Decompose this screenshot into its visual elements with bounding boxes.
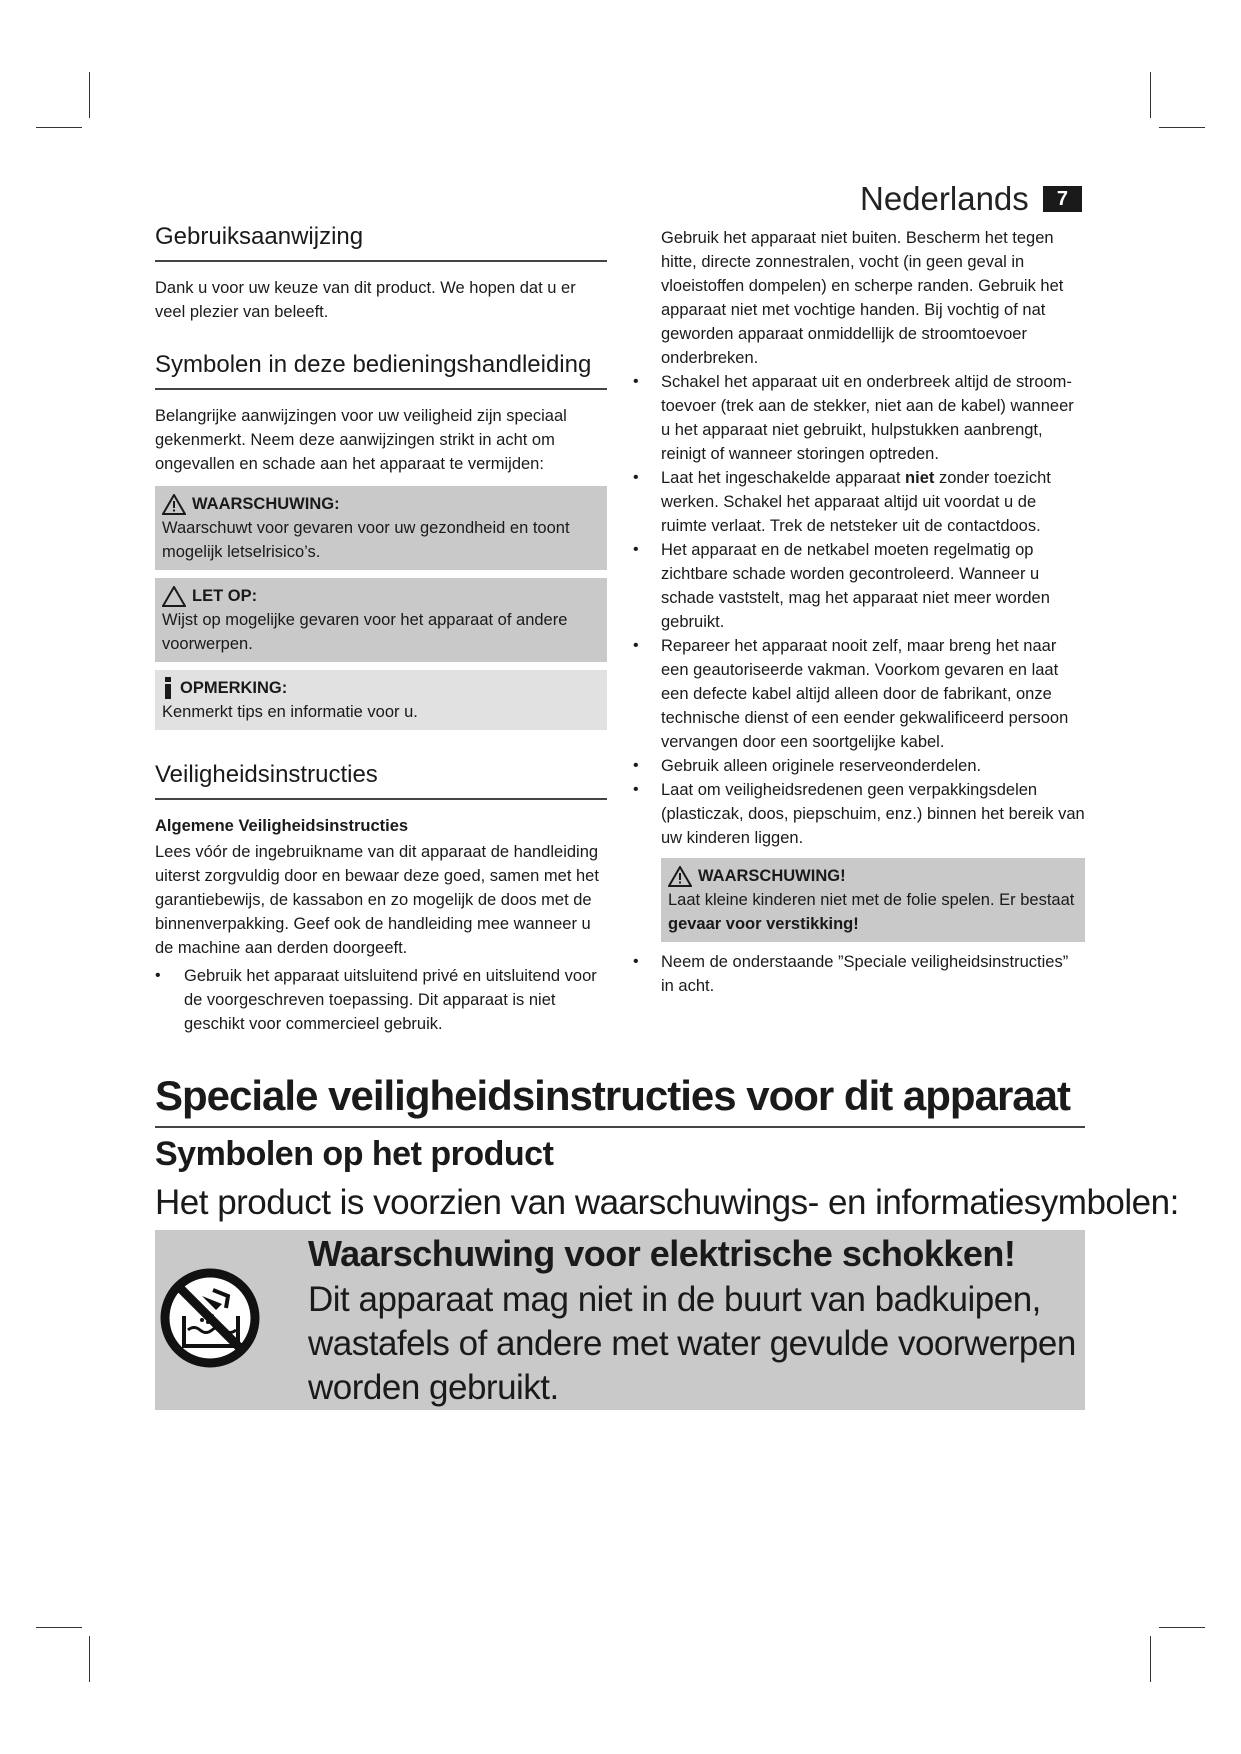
shock-warning-title: Waarschuwing voor elektrische schokken! bbox=[308, 1233, 1016, 1274]
note-text: Kenmerkt tips en informatie voor u. bbox=[162, 703, 418, 721]
product-symbols-title: Symbolen op het product bbox=[155, 1135, 554, 1173]
symbols-text: Belangrijke aanwijzingen voor uw veiligheid zijn speciaal gekenmerkt. Neem deze aanwijzingen strikt in acht om ongevallen en schade aan het apparaat te vermijden: bbox=[155, 407, 567, 473]
list-item: • Laat om veiligheidsredenen geen verpakkingsdelen (plasticzak, doos, piepschuim, enz.) binnen het bereik van uw kinderen liggen. bbox=[633, 778, 1085, 850]
crop-mark bbox=[36, 1627, 82, 1628]
general-safety-text: Lees vóór de ingebruikname van dit apparaat de handleiding uiterst zorgvuldig door en bewaar deze goed, samen met het garantiebewijs, de kassabon en zo mogelijk de doos met de binnenverpakking. Geef ook de handleiding mee wanneer u de machine aan derden doorgeeft. bbox=[155, 843, 599, 957]
shock-warning-box bbox=[155, 1230, 1085, 1410]
intro-text: Dank u voor uw keuze van dit product. We hopen dat u er veel plezier van beleeft. bbox=[155, 279, 576, 321]
crop-mark bbox=[89, 72, 90, 118]
list-item: • Schakel het apparaat uit en onderbreek altijd de stroomtoevoer (trek aan de stekker, niet aan de kabel) wanneer u het apparaat niet gebruikt, hulpstukken aanbrengt, reinigt of wanneer storingen optreden. bbox=[633, 370, 1085, 466]
info-icon bbox=[162, 677, 174, 699]
list-item: • Het apparaat en de netkabel moeten regelmatig op zichtbare schade worden gecontroleerd. Wanneer u schade vaststelt, mag het apparaat niet meer worden gebruikt. bbox=[633, 538, 1085, 634]
caution-triangle-icon bbox=[162, 586, 186, 607]
caution-box bbox=[155, 578, 607, 662]
list-item: • Repareer het apparaat nooit zelf, maar breng het naar een geautoriseerde vakman. Voorkom gevaren en laat een defecte kabel altijd alleen door de fabrikant, onze technische dienst of een eender gekwalificeerd persoon vervangen door een soortgelijke kabel. bbox=[633, 634, 1085, 754]
warning2-title: WAARSCHUWING! bbox=[698, 867, 846, 885]
list-item: • Gebruik alleen originele reserveonderdelen. bbox=[633, 754, 1085, 778]
warning-box bbox=[155, 486, 607, 570]
page-header bbox=[860, 176, 1082, 222]
caution-text: Wijst op mogelijke gevaren voor het apparaat of andere voorwerpen. bbox=[162, 611, 568, 653]
caution-title: LET OP: bbox=[192, 587, 258, 605]
list-item bbox=[633, 466, 1085, 538]
bullet-text: zonder toezicht werken. Schakel het apparaat altijd uit voordat u de ruimte verlaat. Trek de netsteker uit de contactdoos. bbox=[661, 469, 1051, 535]
left-bullet-list bbox=[155, 964, 607, 1036]
no-water-prohibition-icon bbox=[158, 1266, 262, 1370]
bullet-emphasis: niet bbox=[905, 469, 935, 487]
warning2-bold-text: gevaar voor verstikking! bbox=[668, 915, 859, 933]
warning-title: WAARSCHUWING: bbox=[192, 495, 340, 513]
note-box bbox=[155, 670, 607, 730]
note-title: OPMERKING: bbox=[180, 679, 288, 697]
crop-mark bbox=[1159, 1627, 1205, 1628]
warning-box-children bbox=[661, 858, 1085, 942]
right-bullet-list-end bbox=[633, 950, 1085, 998]
safety-heading: Veiligheidsinstructies bbox=[155, 760, 607, 800]
warning-triangle-icon bbox=[668, 866, 692, 887]
intro-heading: Gebruiksaanwijzing bbox=[155, 222, 607, 262]
warning-text: Waarschuwt voor gevaren voor uw gezondheid en toont mogelijk letselrisico’s. bbox=[162, 519, 570, 561]
shock-warning-text: Dit apparaat mag niet in de buurt van badkuipen, wastafels of andere met water gevulde voorwerpen worden gebruikt. bbox=[308, 1280, 1076, 1407]
crop-mark bbox=[1159, 127, 1205, 128]
general-safety-heading: Algemene Veiligheidsinstructies bbox=[155, 817, 409, 835]
crop-mark bbox=[1150, 72, 1151, 118]
product-symbols-intro: Het product is voorzien van waarschuwings- en informatiesymbolen: bbox=[155, 1183, 1179, 1222]
page-number: 7 bbox=[1043, 186, 1082, 212]
crop-mark bbox=[1150, 1636, 1151, 1682]
language-label: Nederlands bbox=[860, 180, 1029, 217]
bullet-text: Laat het ingeschakelde apparaat bbox=[661, 469, 906, 487]
list-item: • Gebruik het apparaat uitsluitend privé en uitsluitend voor de voorgeschreven toepassing. Dit apparaat is niet geschikt voor commercieel gebruik. bbox=[155, 964, 607, 1036]
right-bullet-list bbox=[633, 370, 1085, 850]
left-column bbox=[155, 222, 607, 1036]
continuation-text: Gebruik het apparaat niet buiten. Bescherm het tegen hitte, directe zonnestralen, vocht (in geen geval in vloeistoffen dompelen) en scherpe randen. Gebruik het apparaat niet met vochtige handen. Bij vochtig of nat geworden apparaat onmiddellijk de stroomtoevoer onderbreken. bbox=[661, 229, 1064, 367]
special-safety-title: Speciale veiligheidsinstructies voor dit apparaat bbox=[155, 1068, 1085, 1128]
list-item: • Neem de onderstaande ”Speciale veiligheidsinstructies” in acht. bbox=[633, 950, 1085, 998]
warning2-text: Laat kleine kinderen niet met de folie spelen. Er bestaat bbox=[668, 891, 1075, 909]
crop-mark bbox=[36, 127, 82, 128]
right-column bbox=[633, 226, 1085, 998]
crop-mark bbox=[89, 1636, 90, 1682]
symbols-heading: Symbolen in deze bedieningshandleiding bbox=[155, 350, 607, 390]
warning-triangle-icon bbox=[162, 494, 186, 515]
